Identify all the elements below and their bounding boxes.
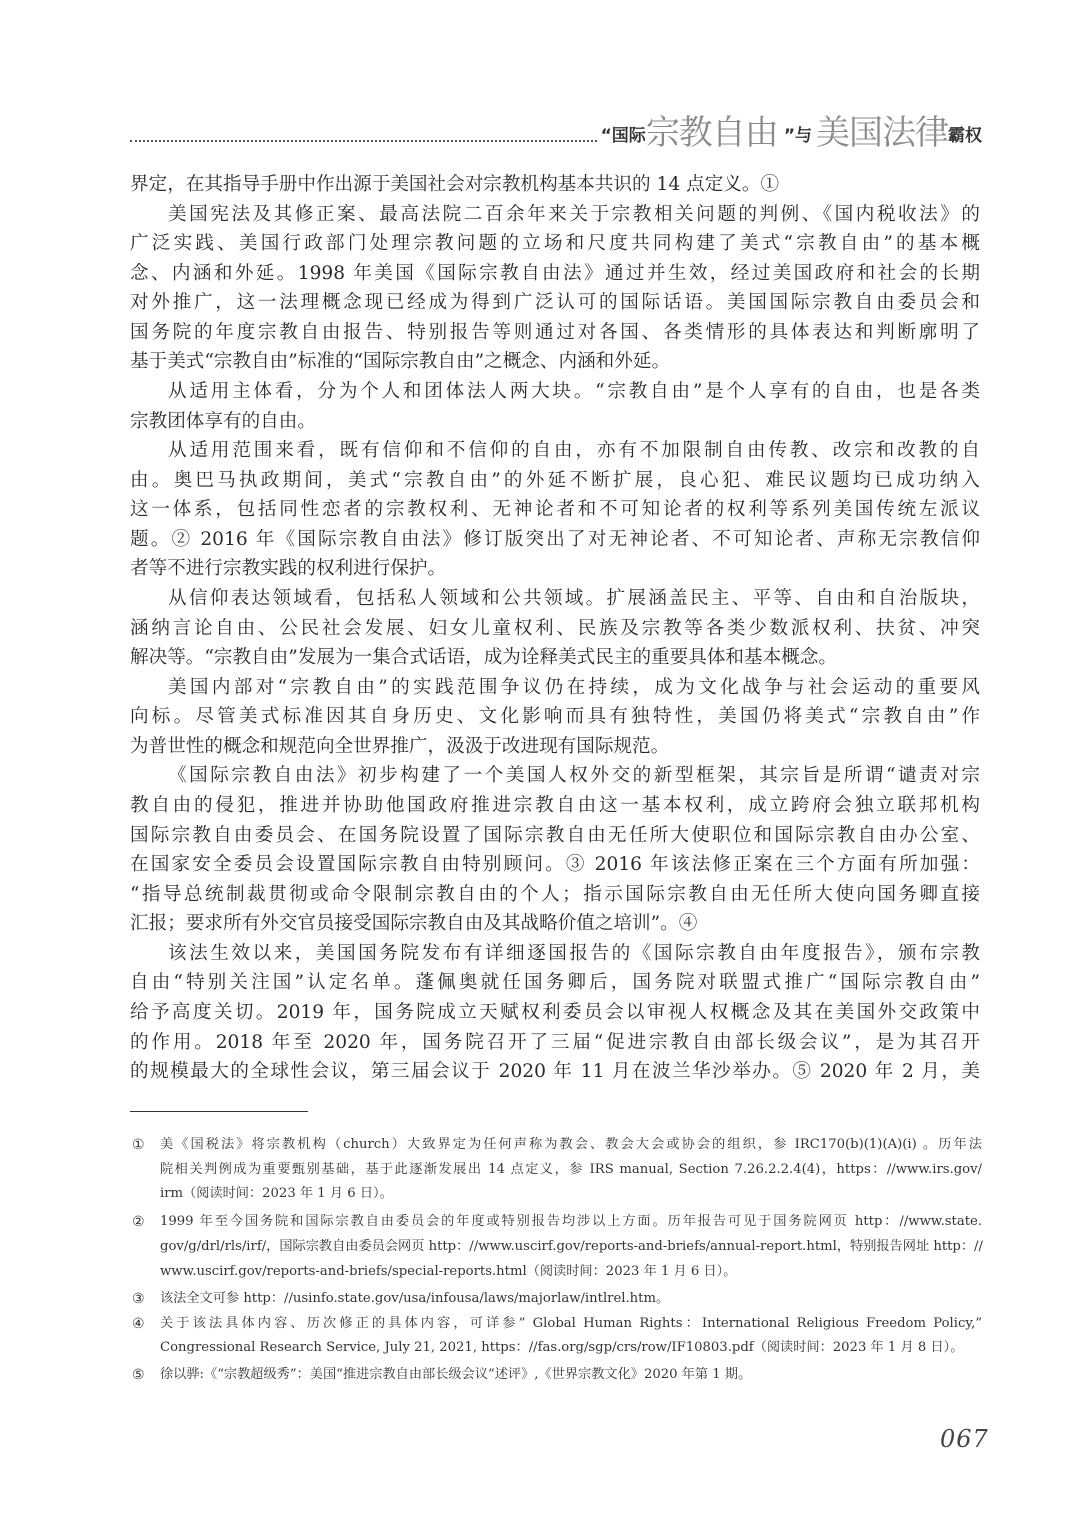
paragraph-line: 为普世性的概念和规范向全世界推广，汲汲于改进现有国际规范。 bbox=[130, 735, 670, 757]
footnote-line: 院相关判例成为重要甄别基础，基于此逐渐发展出 14 点定义，参 IRS manual, Section 7.26.2.2.4(4)，https：//www.irs.gov/ bbox=[160, 1162, 982, 1177]
paragraph-line: 该法生效以来，美国国务院发布有详细逐国报告的《国际宗教自由年度报告》，颁布宗教 bbox=[168, 942, 980, 964]
paragraph-line: 自由“特别关注国”认定名单。蓬佩奥就任国务卿后，国务院对联盟式推广“国际宗教自由” bbox=[130, 972, 980, 994]
header-text-large: 美国法律 bbox=[816, 113, 948, 153]
footnote-line: irm（阅读时间：2023 年 1 月 6 日）。 bbox=[160, 1186, 393, 1201]
paragraph-line: 解决等。“宗教自由”发展为一集合式话语，成为诠释美式民主的重要具体和基本概念。 bbox=[130, 647, 837, 669]
paragraph-line: 向标。尽管美式标准因其自身历史、文化影响而具有独特性，美国仍将美式“宗教自由”作 bbox=[130, 706, 980, 728]
paragraph-line: 对外推广，这一法理概念现已经成为得到广泛认可的国际话语。美国国际宗教自由委员会和 bbox=[130, 292, 980, 314]
paragraph-line: 美国内部对“宗教自由”的实践范围争议仍在持续，成为文化战争与社会运动的重要风 bbox=[168, 676, 980, 698]
paragraph-line: 国务院的年度宗教自由报告、特别报告等则通过对各国、各类情形的具体表达和判断廓明了 bbox=[130, 321, 980, 343]
paragraph-line: 从适用范围来看，既有信仰和不信仰的自由，亦有不加限制自由传教、改宗和改教的自 bbox=[168, 440, 980, 462]
paragraph-line: 汇报；要求所有外交官员接受国际宗教自由及其战略价值之培训”。④ bbox=[130, 913, 698, 935]
header-text: “国际 bbox=[600, 126, 646, 146]
footnote-line: 美《国税法》将宗教机构（church）大致界定为任何声称为教会、教会大会或协会的组织，参 IRC170(b)(1)(A)(i) 。历年法 bbox=[160, 1137, 982, 1152]
paragraph-line: 题。② 2016 年《国际宗教自由法》修订版突出了对无神论者、不可知论者、声称无宗教信仰 bbox=[130, 528, 980, 550]
page-number: 067 bbox=[940, 1425, 989, 1453]
paragraph-line: 由。奥巴马执政期间，美式“宗教自由”的外延不断扩展，良心犯、难民议题均已成功纳入 bbox=[130, 469, 980, 491]
paragraph-line: 的规模最大的全球性会议，第三届会议于 2020 年 11 月在波兰华沙举办。⑤ 2020 年 2 月，美 bbox=[130, 1061, 980, 1083]
paragraph-line: 教自由的侵犯，推进并协助他国政府推进宗教自由这一基本权利，成立跨府会独立联邦机构 bbox=[130, 794, 980, 816]
paragraph-line: 这一体系，包括同性恋者的宗教权利、无神论者和不可知论者的权利等系列美国传统左派议 bbox=[130, 499, 980, 521]
footnote-line: Congressional Research Service, July 21, 2021, https：//fas.org/sgp/crs/row/IF10803.pdf（阅读时间：2023 年 1 月 8 日）。 bbox=[160, 1340, 964, 1355]
footnote-line: 关于该法具体内容、历次修正的具体内容，可详参” Global Human Rights：International Religious Freedom Policy,” bbox=[160, 1316, 982, 1331]
footnote-rule bbox=[130, 1111, 308, 1112]
paragraph-line: 的作用。2018 年至 2020 年，国务院召开了三届“促进宗教自由部长级会议”，是为其召开 bbox=[130, 1031, 980, 1053]
paragraph-line: 在国家安全委员会设置国际宗教自由特别顾问。③ 2016 年该法修正案在三个方面有所加强： bbox=[130, 854, 980, 876]
footnote-line: 1999 年至今国务院和国际宗教自由委员会的年度或特别报告均涉以上方面。历年报告可见于国务院网页 http：//www.state. bbox=[160, 1214, 982, 1229]
header-dotted-leader bbox=[130, 140, 597, 142]
footnote-line: 该法全文可参 http：//usinfo.state.gov/usa/infousa/laws/majorlaw/intlrel.htm。 bbox=[160, 1291, 670, 1306]
footnote-number: ② bbox=[132, 1214, 145, 1230]
footnote-number: ④ bbox=[132, 1316, 145, 1332]
paragraph-line: 美国宪法及其修正案、最高法院二百余年来关于宗教相关问题的判例、《国内税收法》的 bbox=[168, 203, 980, 225]
paragraph-line: 从信仰表达领域看，包括私人领域和公共领域。扩展涵盖民主、平等、自由和自治版块， bbox=[168, 587, 980, 609]
paragraph-line: 《国际宗教自由法》初步构建了一个美国人权外交的新型框架，其宗旨是所谓“谴责对宗 bbox=[168, 765, 980, 787]
footnote-line: www.uscirf.gov/reports-and-briefs/special-reports.html（阅读时间：2023 年 1 月 6 日）。 bbox=[160, 1264, 737, 1279]
footnote-number: ⑤ bbox=[132, 1367, 145, 1383]
paragraph-line: 广泛实践、美国行政部门处理宗教问题的立场和尺度共同构建了美式“宗教自由”的基本概 bbox=[130, 233, 980, 255]
header-text-large: 宗教自由 bbox=[645, 113, 778, 153]
paragraph-line: 者等不进行宗教实践的权利进行保护。 bbox=[130, 558, 447, 580]
footnote-number: ③ bbox=[132, 1291, 145, 1307]
paragraph-line: “指导总统制裁贯彻或命令限制宗教自由的个人；指示国际宗教自由无任所大使向国务卿直接 bbox=[130, 883, 980, 905]
footnote-number: ① bbox=[132, 1137, 145, 1153]
paragraph-line: 宗教团体享有的自由。 bbox=[130, 410, 316, 432]
paragraph-line: 给予高度关切。2019 年，国务院成立天赋权利委员会以审视人权概念及其在美国外交政策中 bbox=[130, 1001, 980, 1023]
paragraph-line: 国际宗教自由委员会、在国务院设置了国际宗教自由无任所大使职位和国际宗教自由办公室、 bbox=[130, 824, 980, 846]
footnote-line: 徐以骅:《“宗教超级秀”：美国“推进宗教自由部长级会议”述评》,《世界宗教文化》2020 年第 1 期。 bbox=[160, 1367, 752, 1382]
footnote-line: gov/g/drl/rls/irf/，国际宗教自由委员会网页 http：//www.uscirf.gov/reports-and-briefs/annual-report.html，特别报告网址 http：// bbox=[160, 1239, 983, 1254]
paragraph-line: 涵纳言论自由、公民社会发展、妇女儿童权利、民族及宗教等各类少数派权利、扶贫、冲突 bbox=[130, 617, 980, 639]
paragraph-line: 念、内涵和外延。1998 年美国《国际宗教自由法》通过并生效，经过美国政府和社会的长期 bbox=[130, 262, 980, 284]
header-text: ”与 bbox=[783, 126, 812, 146]
paragraph-line: 界定，在其指导手册中作出源于美国社会对宗教机构基本共识的 14 点定义。① bbox=[130, 174, 780, 195]
header-text: 霸权 bbox=[948, 126, 982, 146]
running-header bbox=[130, 108, 982, 153]
paragraph-line: 从适用主体看，分为个人和团体法人两大块。“宗教自由”是个人享有的自由，也是各类 bbox=[168, 380, 980, 402]
paragraph-line: 基于美式“宗教自由”标准的“国际宗教自由”之概念、内涵和外延。 bbox=[130, 351, 671, 373]
